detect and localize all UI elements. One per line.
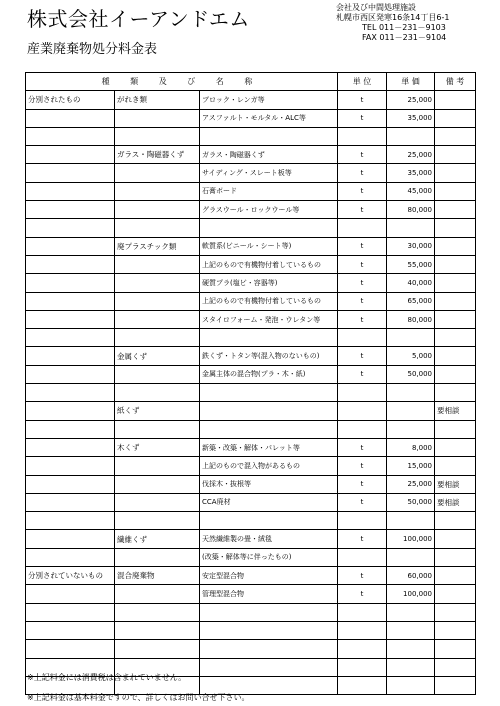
footnote-tax: ※上記料金には消費税は含まれていません。 [27,673,187,682]
subcategory-cell [115,621,200,639]
company-name: 株式会社イーアンドエム [27,7,250,31]
subcategory-cell [115,603,200,621]
price-cell: 8,000 [387,438,435,456]
price-cell [387,329,435,347]
header-note: 備 考 [435,73,476,91]
price-cell [387,548,435,566]
table-row [26,603,476,621]
price-cell [387,127,435,145]
category-cell [26,603,115,621]
subcategory-cell [115,310,200,328]
table-row [26,585,476,603]
table-row [26,164,476,182]
unit-cell [338,603,387,621]
header-price: 単 価 [387,73,435,91]
table-row [26,420,476,438]
subcategory-cell [115,365,200,383]
note-cell [435,384,476,402]
item-name-cell: アスファルト・モルタル・ALC等 [200,109,338,127]
item-name-cell: グラスウール・ロックウール等 [200,201,338,219]
item-name-cell [200,329,338,347]
unit-cell: t [338,475,387,493]
table-row [26,493,476,511]
note-cell: 要相談 [435,493,476,511]
note-cell [435,365,476,383]
note-cell [435,530,476,548]
subcategory-cell [115,127,200,145]
note-cell [435,420,476,438]
price-cell: 5,000 [387,347,435,365]
unit-cell: t [338,201,387,219]
table-row [26,402,476,420]
price-cell: 50,000 [387,493,435,511]
unit-cell: t [338,164,387,182]
note-cell [435,585,476,603]
price-cell [387,512,435,530]
category-cell [26,237,115,255]
table-row [26,621,476,639]
unit-cell [338,219,387,237]
note-cell [435,274,476,292]
table-row [26,274,476,292]
item-name-cell: サイディング・スレート板等 [200,164,338,182]
subcategory-cell [115,384,200,402]
fax: FAX 011－231－9104 [362,33,447,42]
unit-cell: t [338,146,387,164]
table-row [26,347,476,365]
category-cell: 分別されたもの [26,91,115,109]
price-cell: 100,000 [387,585,435,603]
unit-cell [338,127,387,145]
subcategory-cell: 廃プラスチック類 [115,237,200,255]
item-name-cell: 安定型混合物 [200,567,338,585]
item-name-cell: 上記のもので有機物付着しているもの [200,255,338,273]
price-cell: 80,000 [387,310,435,328]
price-cell: 35,000 [387,164,435,182]
table-row [26,219,476,237]
subcategory-cell [115,109,200,127]
item-name-cell [200,640,338,658]
subcategory-cell [115,255,200,273]
category-cell [26,127,115,145]
price-cell: 55,000 [387,255,435,273]
subcategory-cell [115,640,200,658]
item-name-cell [200,658,338,676]
price-cell [387,603,435,621]
category-cell [26,438,115,456]
price-cell [387,658,435,676]
table-row [26,640,476,658]
note-cell [435,201,476,219]
category-cell [26,530,115,548]
price-cell: 50,000 [387,365,435,383]
unit-cell [338,420,387,438]
subcategory-cell: 木くず [115,438,200,456]
unit-cell: t [338,237,387,255]
note-cell [435,292,476,310]
category-cell [26,365,115,383]
item-name-cell [200,420,338,438]
note-cell [435,219,476,237]
subcategory-cell: がれき類 [115,91,200,109]
unit-cell: t [338,438,387,456]
item-name-cell: 上記のもので混入物があるもの [200,457,338,475]
note-cell [435,512,476,530]
category-cell [26,201,115,219]
table-row [26,530,476,548]
category-cell [26,274,115,292]
subcategory-cell [115,548,200,566]
subcategory-cell [115,164,200,182]
item-name-cell [200,603,338,621]
category-cell [26,457,115,475]
header-kind: 種 類 及 び 名 称 [26,73,338,91]
price-cell [387,219,435,237]
subcategory-cell [115,585,200,603]
subcategory-cell: ガラス・陶磁器くず [115,146,200,164]
table-row [26,475,476,493]
subcategory-cell [115,274,200,292]
category-cell [26,420,115,438]
category-cell [26,493,115,511]
price-cell: 40,000 [387,274,435,292]
category-cell [26,255,115,273]
item-name-cell [200,384,338,402]
subcategory-cell [115,201,200,219]
price-cell [387,640,435,658]
price-cell [387,676,435,694]
price-cell [387,384,435,402]
note-cell [435,109,476,127]
subcategory-cell: 混合廃棄物 [115,567,200,585]
subcategory-cell [115,493,200,511]
item-name-cell [200,402,338,420]
table-row [26,292,476,310]
note-cell [435,603,476,621]
unit-cell [338,640,387,658]
note-cell [435,182,476,200]
category-cell [26,347,115,365]
note-cell [435,91,476,109]
table-header-row [26,73,476,91]
subcategory-cell [115,457,200,475]
category-cell [26,292,115,310]
category-cell [26,329,115,347]
subcategory-cell [115,292,200,310]
table-row [26,457,476,475]
note-cell [435,457,476,475]
note-cell [435,438,476,456]
category-cell [26,182,115,200]
price-cell: 25,000 [387,146,435,164]
note-cell: 要相談 [435,475,476,493]
note-cell [435,567,476,585]
unit-cell: t [338,292,387,310]
item-name-cell [200,127,338,145]
unit-cell: t [338,347,387,365]
note-cell [435,237,476,255]
price-cell: 30,000 [387,237,435,255]
subcategory-cell [115,475,200,493]
price-cell: 80,000 [387,201,435,219]
item-name-cell: ブロック・レンガ等 [200,91,338,109]
table-row [26,91,476,109]
table-body [26,91,476,695]
price-cell: 15,000 [387,457,435,475]
price-cell: 25,000 [387,475,435,493]
facility-label: 会社及び中間処理施設 [336,3,416,12]
unit-cell: t [338,310,387,328]
item-name-cell: 管理型混合物 [200,585,338,603]
category-cell: 分別されていないもの [26,567,115,585]
note-cell [435,164,476,182]
category-cell [26,109,115,127]
subcategory-cell: 紙くず [115,402,200,420]
item-name-cell: 鉄くず・トタン等(混入物のないもの) [200,347,338,365]
unit-cell: t [338,365,387,383]
item-name-cell: 新築・改築・解体・パレット等 [200,438,338,456]
table-row [26,329,476,347]
item-name-cell: 金属主体の混合物(プラ・木・紙) [200,365,338,383]
item-name-cell: 石膏ボード [200,182,338,200]
note-cell [435,255,476,273]
price-cell [387,621,435,639]
price-cell: 45,000 [387,182,435,200]
category-cell [26,640,115,658]
address: 札幌市西区発寒16条14丁目6-1 [336,13,450,22]
note-cell [435,347,476,365]
note-cell [435,548,476,566]
category-cell [26,548,115,566]
subcategory-cell [115,420,200,438]
table-row [26,567,476,585]
category-cell [26,585,115,603]
table-row [26,182,476,200]
unit-cell [338,621,387,639]
unit-cell [338,658,387,676]
note-cell [435,146,476,164]
unit-cell: t [338,585,387,603]
item-name-cell: CCA廃材 [200,493,338,511]
item-name-cell [200,512,338,530]
subcategory-cell: 繊維くず [115,530,200,548]
table-row [26,146,476,164]
note-cell [435,640,476,658]
table-row [26,438,476,456]
item-name-cell: 天然繊維製の畳・絨毯 [200,530,338,548]
unit-cell: t [338,109,387,127]
price-table [25,72,476,695]
table-row [26,365,476,383]
unit-cell: t [338,91,387,109]
price-cell: 25,000 [387,91,435,109]
subcategory-cell: 金属くず [115,347,200,365]
subcategory-cell [115,329,200,347]
unit-cell: t [338,493,387,511]
table-row [26,512,476,530]
table-row [26,255,476,273]
item-name-cell: 軟質系(ビニール・シート等) [200,237,338,255]
category-cell [26,384,115,402]
unit-cell [338,512,387,530]
item-name-cell: 硬質プラ(塩ビ・容器等) [200,274,338,292]
footnote-basic-price: ※上記料金は基本料金ですので、詳しくはお問い合せ下さい。 [27,693,250,702]
unit-cell: t [338,567,387,585]
category-cell [26,310,115,328]
price-cell [387,402,435,420]
note-cell [435,329,476,347]
item-name-cell: (改築・解体等に伴ったもの) [200,548,338,566]
category-cell [26,475,115,493]
note-cell [435,127,476,145]
company-info [336,3,449,43]
unit-cell [338,329,387,347]
unit-cell [338,676,387,694]
category-cell [26,219,115,237]
note-cell [435,658,476,676]
header-unit: 単 位 [338,73,387,91]
category-cell [26,164,115,182]
item-name-cell: スタイロフォーム・発泡・ウレタン等 [200,310,338,328]
unit-cell: t [338,530,387,548]
category-cell [26,402,115,420]
category-cell [26,621,115,639]
item-name-cell [200,621,338,639]
table-row [26,127,476,145]
table-row [26,310,476,328]
unit-cell: t [338,255,387,273]
price-cell: 65,000 [387,292,435,310]
price-cell [387,420,435,438]
subcategory-cell [115,219,200,237]
price-cell: 35,000 [387,109,435,127]
item-name-cell: ガラス・陶磁器くず [200,146,338,164]
item-name-cell [200,219,338,237]
note-cell [435,310,476,328]
table-row [26,548,476,566]
item-name-cell: 伐採木・抜根等 [200,475,338,493]
unit-cell [338,402,387,420]
table-row [26,109,476,127]
unit-cell: t [338,274,387,292]
category-cell [26,512,115,530]
table-row [26,237,476,255]
category-cell [26,146,115,164]
subcategory-cell [115,512,200,530]
note-cell [435,621,476,639]
tel: TEL 011－231－9103 [362,23,446,32]
item-name-cell: 上記のもので有機物付着しているもの [200,292,338,310]
unit-cell: t [338,182,387,200]
unit-cell: t [338,457,387,475]
price-cell: 100,000 [387,530,435,548]
table-row [26,201,476,219]
note-cell: 要相談 [435,402,476,420]
table-row [26,384,476,402]
unit-cell [338,548,387,566]
price-cell: 60,000 [387,567,435,585]
unit-cell [338,384,387,402]
note-cell [435,676,476,694]
subcategory-cell [115,182,200,200]
page-title: 産業廃棄物処分料金表 [27,42,158,57]
